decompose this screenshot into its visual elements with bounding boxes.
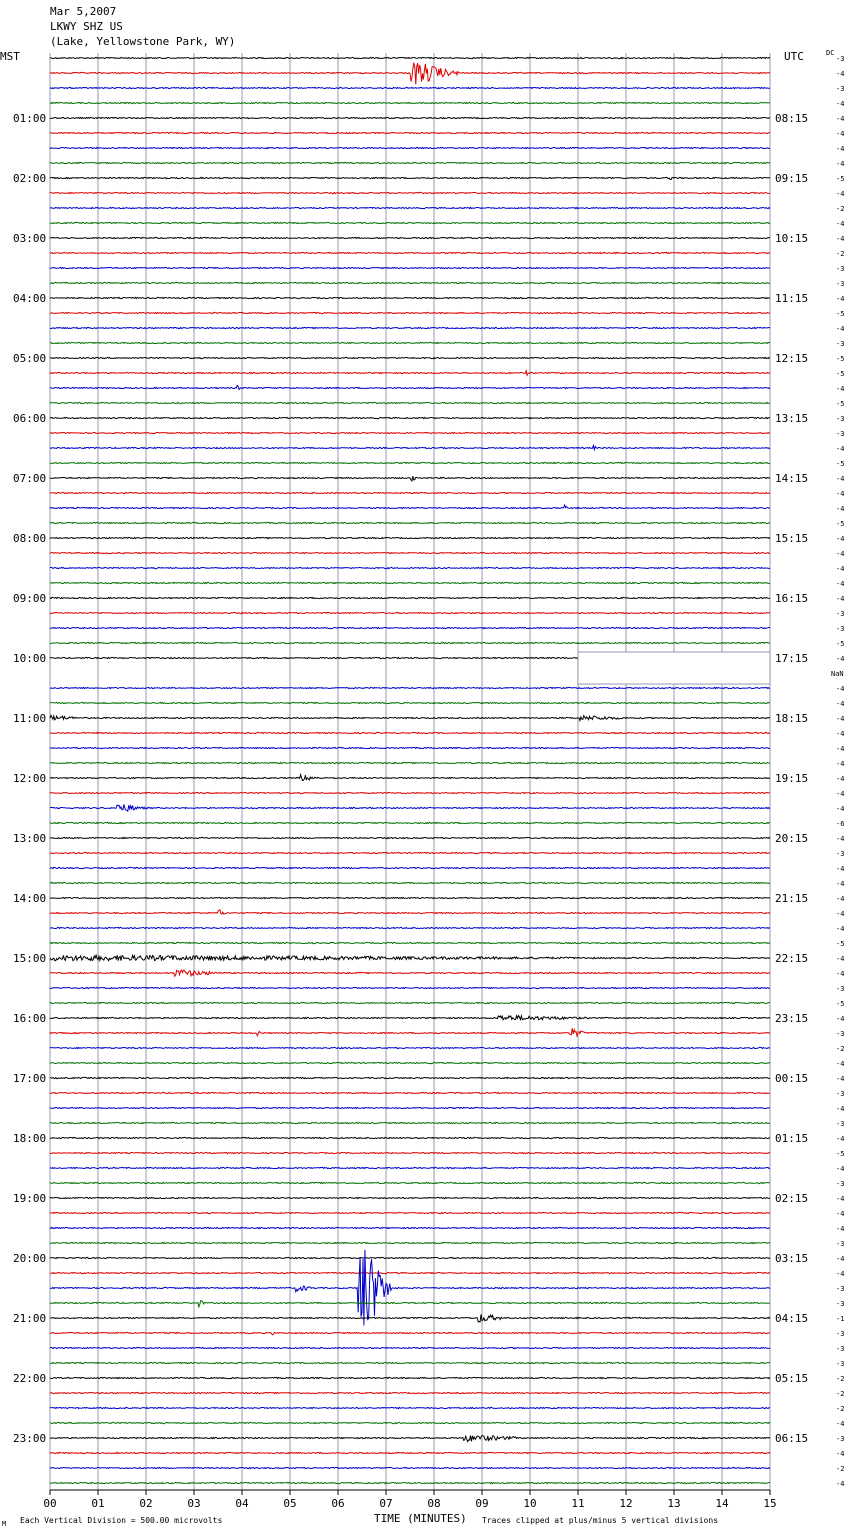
trace-offset-value: -4 [836,550,845,558]
trace-offset-value: -4 [836,700,845,708]
trace-86 [50,1347,770,1348]
mst-label: 20:00 [13,1252,47,1265]
trace-offset-value: -4 [836,955,845,963]
trace-93 [50,1452,770,1453]
trace-offset-value: -4 [836,1450,845,1458]
trace-76 [50,1197,770,1198]
mst-label: 19:00 [13,1192,47,1205]
trace-offset-value: -5 [836,520,845,528]
gap-box [578,652,770,684]
trace-offset-value: -3 [836,85,845,93]
trace-10 [50,207,770,208]
trace-offset-value: -3 [836,1120,845,1128]
trace-85 [50,1332,770,1334]
trace-31 [50,522,770,523]
utc-label: 23:15 [775,1012,809,1025]
mst-label: 18:00 [13,1132,47,1145]
utc-label: 14:15 [775,472,809,485]
trace-offset-values [836,55,844,1488]
trace-offset-value: -3 [836,55,845,63]
trace-64 [50,1016,770,1020]
clip-note: Traces clipped at plus/minus 5 vertical divisions [482,1516,719,1525]
mst-label: 01:00 [13,112,47,125]
trace-20 [50,357,770,358]
trace-offset-value: -5 [836,355,845,363]
trace-51 [50,822,770,823]
x-tick-label: 11 [571,1497,585,1510]
traces [50,57,770,1483]
trace-offset-value: -6 [836,820,845,828]
trace-81 [50,1272,770,1273]
trace-0 [50,57,770,58]
trace-offset-value: -4 [836,895,845,903]
trace-94 [50,1467,770,1468]
trace-8 [50,177,770,179]
trace-52 [50,837,770,838]
utc-label: 00:15 [775,1072,809,1085]
utc-label: 19:15 [775,772,809,785]
trace-offset-value: -5 [836,400,845,408]
trace-offset-value: -5 [836,175,845,183]
trace-offset-value: -2 [836,250,845,258]
header-date: Mar 5,2007 [50,5,117,18]
trace-offset-value: -4 [836,1210,845,1218]
trace-offset-value: -1 [836,1315,845,1323]
trace-2 [50,87,770,88]
utc-label: 20:15 [775,832,809,845]
utc-label: 22:15 [775,952,809,965]
utc-label: 18:15 [775,712,809,725]
trace-offset-value: -3 [836,625,845,633]
utc-label: 06:15 [775,1432,809,1445]
x-axis [43,1490,776,1510]
trace-offset-value: -3 [836,1030,845,1038]
mst-label: 12:00 [13,772,47,785]
trace-21 [50,371,770,376]
trace-58 [50,927,770,928]
mst-label: 06:00 [13,412,47,425]
trace-offset-value: -4 [836,1195,845,1203]
trace-offset-value: -4 [836,1165,845,1173]
trace-offset-value: -4 [836,1420,845,1428]
trace-35 [50,582,770,583]
trace-offset-value: -4 [836,565,845,573]
trace-4 [50,117,770,118]
trace-26 [50,446,770,450]
trace-5 [50,132,770,133]
trace-23 [50,402,770,403]
trace-offset-value: -4 [836,745,845,753]
trace-offset-value: -5 [836,1150,845,1158]
trace-3 [50,102,770,103]
mst-label: 07:00 [13,472,47,485]
trace-offset-value: -4 [836,145,845,153]
mst-label: 17:00 [13,1072,47,1085]
trace-28 [50,476,770,481]
utc-label: 04:15 [775,1312,809,1325]
trace-44 [50,715,770,720]
trace-offset-value: -3 [836,430,845,438]
trace-offset-value: -4 [836,580,845,588]
trace-46 [50,747,770,748]
trace-offset-value: -4 [836,100,845,108]
trace-54 [50,867,770,868]
trace-47 [50,762,770,763]
trace-offset-value: -4 [836,970,845,978]
trace-offset-value: -4 [836,190,845,198]
trace-offset-value: -4 [836,790,845,798]
trace-37 [50,612,770,613]
right-axis-title: UTC [784,50,804,63]
trace-offset-value: -3 [836,280,845,288]
utc-label: 15:15 [775,532,809,545]
header-location: (Lake, Yellowstone Park, WY) [50,35,236,48]
trace-offset-value: -3 [836,1360,845,1368]
trace-offset-value: -3 [836,985,845,993]
footer [2,1512,718,1528]
x-tick-label: 03 [187,1497,201,1510]
trace-offset-value: -4 [836,1255,845,1263]
trace-offset-value: -4 [836,1075,845,1083]
utc-label: 13:15 [775,412,809,425]
mst-label: 15:00 [13,952,47,965]
trace-offset-value: -4 [836,1270,845,1278]
trace-offset-value: -4 [836,1015,845,1023]
trace-offset-value: -5 [836,310,845,318]
x-tick-label: 05 [283,1497,297,1510]
trace-offset-value: -4 [836,1105,845,1113]
trace-offset-value: -4 [836,925,845,933]
utc-label: 16:15 [775,592,809,605]
trace-offset-value: -2 [836,1390,845,1398]
trace-90 [50,1407,770,1408]
mst-label: 03:00 [13,232,47,245]
trace-87 [50,1362,770,1363]
trace-92 [50,1436,770,1442]
trace-49 [50,792,770,793]
trace-offset-value: -2 [836,1375,845,1383]
mst-label: 22:00 [13,1372,47,1385]
trace-11 [50,222,770,223]
trace-29 [50,492,770,493]
trace-offset-value: -4 [836,295,845,303]
trace-offset-value: -5 [836,1000,845,1008]
trace-33 [50,552,770,553]
trace-offset-value: -4 [836,475,845,483]
utc-label: 03:15 [775,1252,809,1265]
trace-22 [50,385,770,389]
trace-13 [50,252,770,253]
trace-offset-value: -3 [836,1345,845,1353]
trace-offset-value: -3 [836,1180,845,1188]
trace-39 [50,642,770,643]
utc-label: 21:15 [775,892,809,905]
trace-83 [50,1301,770,1307]
trace-offset-value: -2 [836,1465,845,1473]
header [50,5,235,48]
trace-57 [50,910,770,914]
trace-55 [50,882,770,883]
utc-label: 10:15 [775,232,809,245]
corner-mark: M [2,1520,7,1528]
trace-offset-value: -3 [836,1300,845,1308]
trace-72 [50,1137,770,1138]
trace-offset-value: -4 [836,1225,845,1233]
x-tick-label: 00 [43,1497,57,1510]
trace-43 [50,702,770,703]
trace-offset-value: -3 [836,1330,845,1338]
trace-67 [50,1062,770,1063]
trace-19 [50,342,770,343]
data-gap [578,652,770,684]
trace-88 [50,1377,770,1378]
x-tick-label: 07 [379,1497,393,1510]
trace-offset-value: -5 [836,940,845,948]
gap-marker: NaN [831,670,844,678]
trace-offset-value: -4 [836,445,845,453]
right-top-label: DC [826,49,835,57]
trace-36 [50,597,770,598]
trace-42 [50,687,770,688]
trace-offset-value: -3 [836,850,845,858]
trace-offset-value: -4 [836,760,845,768]
trace-80 [50,1257,770,1258]
trace-17 [50,312,770,313]
trace-66 [50,1047,770,1048]
trace-offset-value: -4 [836,730,845,738]
trace-79 [50,1242,770,1243]
trace-77 [50,1212,770,1213]
x-tick-label: 02 [139,1497,153,1510]
trace-offset-value: -4 [836,70,845,78]
trace-59 [50,942,770,943]
trace-1 [50,63,770,85]
trace-63 [50,1002,770,1003]
trace-82 [50,1250,770,1326]
header-station: LKWY SHZ US [50,20,123,33]
trace-15 [50,282,770,283]
trace-40 [50,657,578,658]
mst-label: 04:00 [13,292,47,305]
trace-12 [50,237,770,238]
mst-label: 13:00 [13,832,47,845]
mst-label: 23:00 [13,1432,47,1445]
trace-offset-value: -5 [836,640,845,648]
mst-label: 08:00 [13,532,47,545]
mst-label: 09:00 [13,592,47,605]
mst-label: 16:00 [13,1012,47,1025]
trace-25 [50,432,770,433]
trace-16 [50,297,770,298]
utc-label: 11:15 [775,292,809,305]
trace-offset-value: -4 [836,490,845,498]
x-tick-label: 01 [91,1497,105,1510]
trace-offset-value: -2 [836,1405,845,1413]
trace-89 [50,1392,770,1393]
trace-offset-value: -5 [836,370,845,378]
utc-label: 08:15 [775,112,809,125]
trace-offset-value: -3 [836,1240,845,1248]
trace-offset-value: -2 [836,205,845,213]
trace-offset-value: -4 [836,505,845,513]
trace-offset-value: -4 [836,535,845,543]
trace-60 [50,955,770,961]
x-tick-label: 10 [523,1497,537,1510]
trace-53 [50,852,770,853]
trace-offset-value: -4 [836,835,845,843]
trace-69 [50,1092,770,1093]
trace-offset-value: -4 [836,715,845,723]
left-axis-title: MST [0,50,20,63]
trace-offset-value: -4 [836,220,845,228]
x-tick-label: 06 [331,1497,345,1510]
mst-label: 14:00 [13,892,47,905]
trace-30 [50,505,770,509]
x-tick-label: 04 [235,1497,249,1510]
trace-offset-value: -4 [836,235,845,243]
trace-62 [50,987,770,988]
trace-38 [50,627,770,628]
x-tick-label: 13 [667,1497,681,1510]
trace-offset-value: -4 [836,130,845,138]
trace-offset-value: -3 [836,1435,845,1443]
trace-45 [50,732,770,733]
trace-56 [50,897,770,898]
trace-91 [50,1422,770,1423]
utc-label: 17:15 [775,652,809,665]
trace-offset-value: -3 [836,610,845,618]
trace-18 [50,327,770,328]
trace-65 [50,1028,770,1036]
x-tick-label: 14 [715,1497,729,1510]
scale-note: Each Vertical Division = 500.00 microvolts [20,1516,223,1525]
trace-7 [50,162,770,163]
x-tick-label: 08 [427,1497,441,1510]
x-tick-label: 09 [475,1497,489,1510]
trace-offset-value: -2 [836,1045,845,1053]
x-tick-label: 12 [619,1497,633,1510]
trace-offset-value: -3 [836,340,845,348]
trace-offset-value: -3 [836,1285,845,1293]
trace-offset-value: -3 [836,415,845,423]
trace-offset-value: -4 [836,910,845,918]
trace-offset-value: -4 [836,385,845,393]
trace-61 [50,970,770,976]
trace-offset-value: -3 [836,1090,845,1098]
trace-71 [50,1122,770,1123]
trace-9 [50,192,770,193]
utc-hour-labels [775,112,808,1445]
trace-68 [50,1077,770,1078]
trace-offset-value: -4 [836,865,845,873]
trace-32 [50,537,770,538]
mst-label: 10:00 [13,652,47,665]
mst-label: 05:00 [13,352,47,365]
trace-14 [50,267,770,268]
x-tick-label: 15 [763,1497,777,1510]
utc-label: 12:15 [775,352,809,365]
trace-84 [50,1314,770,1322]
trace-78 [50,1227,770,1228]
trace-offset-value: -4 [836,655,845,663]
trace-offset-value: -4 [836,595,845,603]
trace-offset-value: -5 [836,460,845,468]
utc-label: 09:15 [775,172,809,185]
utc-label: 02:15 [775,1192,809,1205]
mst-label: 02:00 [13,172,47,185]
trace-offset-value: -4 [836,160,845,168]
trace-offset-value: -4 [836,1060,845,1068]
trace-offset-value: -4 [836,775,845,783]
mst-label: 21:00 [13,1312,47,1325]
trace-75 [50,1182,770,1183]
trace-95 [50,1482,770,1483]
trace-48 [50,775,770,781]
trace-24 [50,417,770,418]
trace-6 [50,147,770,148]
trace-offset-value: -4 [836,115,845,123]
trace-50 [50,804,770,811]
trace-74 [50,1167,770,1168]
utc-label: 05:15 [775,1372,809,1385]
trace-offset-value: -3 [836,265,845,273]
trace-70 [50,1107,770,1108]
trace-73 [50,1152,770,1153]
x-axis-title: TIME (MINUTES) [374,1512,467,1525]
trace-offset-value: -4 [836,685,845,693]
trace-offset-value: -4 [836,805,845,813]
trace-27 [50,462,770,463]
trace-offset-value: -4 [836,880,845,888]
trace-offset-value: -4 [836,1480,845,1488]
mst-hour-labels [13,112,46,1445]
trace-34 [50,567,770,568]
trace-offset-value: -4 [836,1135,845,1143]
mst-label: 11:00 [13,712,47,725]
trace-offset-value: -4 [836,325,845,333]
utc-label: 01:15 [775,1132,809,1145]
